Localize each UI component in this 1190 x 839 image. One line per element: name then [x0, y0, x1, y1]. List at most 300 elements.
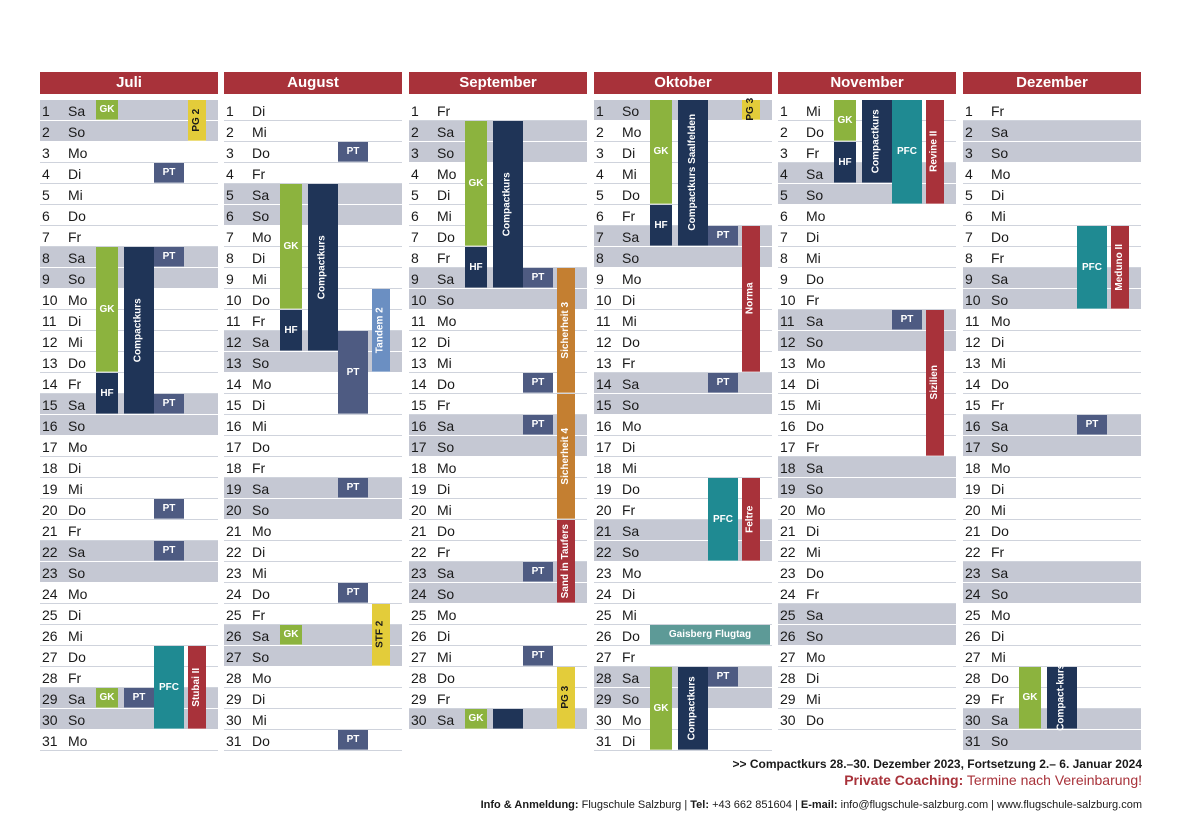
email-label: E-mail:	[800, 799, 838, 811]
event-block	[280, 625, 302, 645]
weekday: Di	[991, 481, 1005, 497]
event-block	[708, 373, 738, 393]
weekday: Mi	[622, 166, 637, 182]
day-number: 28	[42, 670, 58, 686]
day-rows	[594, 100, 772, 751]
month-header: Juli	[40, 72, 218, 94]
day-row	[778, 625, 956, 646]
day-number: 5	[226, 187, 234, 203]
day-number: 28	[411, 670, 427, 686]
weekday: Mi	[68, 628, 83, 644]
weekday: Mi	[68, 334, 83, 350]
day-number: 29	[965, 691, 981, 707]
day-number: 29	[596, 691, 612, 707]
month-september	[409, 72, 587, 751]
day-row	[409, 100, 587, 121]
day-row	[224, 457, 402, 478]
day-number: 19	[780, 481, 796, 497]
weekday: So	[252, 649, 270, 665]
event-label: Feltre	[744, 505, 756, 533]
day-number: 3	[965, 145, 973, 161]
day-number: 12	[965, 334, 981, 350]
day-row	[778, 268, 956, 289]
weekday: Mi	[252, 712, 267, 728]
day-number: 14	[596, 376, 612, 392]
day-row	[963, 394, 1141, 415]
day-number: 15	[226, 397, 242, 413]
event-block	[834, 142, 856, 183]
event-block	[708, 478, 738, 561]
day-number: 8	[226, 250, 234, 266]
day-number: 7	[226, 229, 234, 245]
weekday: Fr	[622, 208, 636, 224]
weekday: Di	[622, 292, 636, 308]
day-number: 21	[596, 523, 612, 539]
day-row	[224, 688, 402, 709]
day-number: 11	[411, 313, 426, 329]
day-row	[40, 541, 218, 562]
day-row	[224, 478, 402, 499]
weekday: Sa	[991, 271, 1009, 287]
day-row	[778, 583, 956, 604]
event-block	[124, 688, 154, 708]
day-number: 6	[780, 208, 788, 224]
weekday: So	[622, 544, 640, 560]
day-row	[40, 205, 218, 226]
day-row	[778, 562, 956, 583]
day-row	[963, 499, 1141, 520]
event-label: PT	[132, 692, 146, 703]
day-number: 10	[226, 292, 242, 308]
day-number: 14	[42, 376, 58, 392]
weekday: Sa	[68, 544, 86, 560]
day-row	[40, 184, 218, 205]
day-row	[963, 142, 1141, 163]
day-number: 29	[42, 691, 58, 707]
weekday: Do	[68, 502, 86, 518]
day-number: 28	[226, 670, 242, 686]
weekday: So	[68, 271, 86, 287]
day-number: 10	[596, 292, 612, 308]
event-label: PT	[162, 167, 176, 178]
weekday: Sa	[68, 103, 86, 119]
day-number: 16	[411, 418, 427, 434]
day-row	[594, 415, 772, 436]
event-label: Sicherheit 3	[559, 301, 571, 359]
event-label: Tandem 2	[374, 307, 386, 353]
day-number: 25	[965, 607, 981, 623]
weekday: Di	[991, 187, 1005, 203]
day-number: 3	[42, 145, 50, 161]
day-row	[409, 646, 587, 667]
day-row	[963, 520, 1141, 541]
day-row	[963, 457, 1141, 478]
day-number: 5	[780, 187, 788, 203]
day-number: 24	[780, 586, 796, 602]
event-block	[523, 373, 553, 393]
weekday: Fr	[68, 376, 82, 392]
weekday: Fr	[252, 460, 266, 476]
day-number: 14	[411, 376, 427, 392]
weekday: Fr	[252, 607, 266, 623]
day-row	[778, 289, 956, 310]
event-block	[280, 310, 302, 351]
day-number: 25	[411, 607, 427, 623]
month-dezember	[963, 72, 1141, 751]
day-row	[778, 226, 956, 247]
event-block	[708, 226, 738, 246]
event-label: GK	[653, 146, 669, 157]
day-number: 27	[42, 649, 58, 665]
weekday: Sa	[252, 334, 270, 350]
event-block	[372, 604, 390, 666]
day-number: 6	[226, 208, 234, 224]
day-number: 19	[411, 481, 427, 497]
weekday: Mo	[68, 733, 88, 749]
weekday: Di	[252, 103, 266, 119]
day-row	[40, 583, 218, 604]
day-number: 17	[226, 439, 242, 455]
day-row	[40, 415, 218, 436]
day-row	[963, 583, 1141, 604]
weekday: Mo	[252, 229, 272, 245]
event-label: Sizilien	[928, 365, 940, 400]
event-label: PT	[716, 671, 730, 682]
event-label: PT	[346, 146, 360, 157]
event-label: PT	[162, 251, 176, 262]
event-block	[154, 394, 184, 414]
day-row	[409, 625, 587, 646]
weekday: Sa	[991, 418, 1009, 434]
weekday: Do	[252, 439, 270, 455]
month-header: September	[409, 72, 587, 94]
day-number: 17	[596, 439, 612, 455]
day-row	[963, 373, 1141, 394]
weekday: So	[68, 565, 86, 581]
month-header: November	[778, 72, 956, 94]
day-number: 9	[226, 271, 234, 287]
day-number: 11	[780, 313, 795, 329]
event-label: PT	[346, 482, 360, 493]
weekday: Sa	[437, 712, 455, 728]
weekday: Mo	[806, 355, 826, 371]
event-label: PG 3	[559, 686, 571, 709]
weekday: Mi	[991, 208, 1006, 224]
event-block	[493, 121, 523, 288]
day-number: 24	[596, 586, 612, 602]
weekday: Do	[437, 229, 455, 245]
event-label: PT	[531, 419, 545, 430]
weekday: Di	[68, 166, 82, 182]
day-number: 23	[780, 565, 796, 581]
info-label: Info & Anmeldung:	[480, 799, 579, 811]
day-row	[963, 625, 1141, 646]
event-block	[1047, 663, 1077, 732]
weekday: Mo	[622, 565, 642, 581]
day-number: 2	[42, 124, 50, 140]
day-number: 12	[226, 334, 242, 350]
event-label: Norma	[744, 282, 756, 315]
weekday: Di	[252, 397, 266, 413]
event-block	[154, 163, 184, 183]
weekday: So	[437, 439, 455, 455]
day-number: 20	[965, 502, 981, 518]
day-number: 2	[596, 124, 604, 140]
event-block	[557, 268, 575, 393]
day-row	[963, 121, 1141, 142]
day-number: 26	[596, 628, 612, 644]
day-row	[963, 436, 1141, 457]
day-number: 12	[42, 334, 58, 350]
event-block	[834, 100, 856, 141]
day-number: 22	[226, 544, 242, 560]
day-row	[963, 100, 1141, 121]
weekday: Sa	[622, 523, 640, 539]
day-number: 15	[411, 397, 427, 413]
weekday: Mo	[437, 313, 457, 329]
weekday: Sa	[806, 166, 824, 182]
event-label: PT	[531, 272, 545, 283]
weekday: Di	[991, 628, 1005, 644]
weekday: Di	[68, 460, 82, 476]
day-number: 1	[411, 103, 419, 119]
weekday: Fr	[991, 103, 1005, 119]
day-number: 20	[411, 502, 427, 518]
weekday: Fr	[991, 691, 1005, 707]
event-label: PT	[162, 503, 176, 514]
weekday: Fr	[806, 145, 820, 161]
day-number: 2	[226, 124, 234, 140]
event-label: PT	[716, 377, 730, 388]
day-row	[594, 457, 772, 478]
weekday: Fr	[437, 103, 451, 119]
day-number: 24	[226, 586, 242, 602]
day-number: 2	[965, 124, 973, 140]
day-row	[963, 415, 1141, 436]
day-row	[963, 730, 1141, 751]
day-number: 24	[411, 586, 427, 602]
day-number: 4	[965, 166, 973, 182]
event-block	[557, 394, 575, 519]
day-number: 13	[42, 355, 58, 371]
day-number: 31	[42, 733, 58, 749]
event-label: HF	[654, 219, 668, 231]
day-number: 20	[226, 502, 242, 518]
event-label: PT	[346, 366, 360, 378]
month-oktober	[594, 72, 772, 751]
day-number: 12	[596, 334, 612, 350]
weekday: Do	[68, 355, 86, 371]
day-row	[778, 604, 956, 625]
day-number: 18	[965, 460, 981, 476]
day-row	[224, 730, 402, 751]
day-number: 22	[596, 544, 612, 560]
weekday: Mo	[437, 460, 457, 476]
day-number: 19	[226, 481, 242, 497]
day-number: 12	[411, 334, 427, 350]
day-row	[224, 520, 402, 541]
day-row	[594, 373, 772, 394]
coaching-text: Termine nach Vereinbarung!	[963, 772, 1142, 788]
day-number: 24	[42, 586, 58, 602]
weekday: Di	[622, 439, 636, 455]
weekday: Sa	[68, 397, 86, 413]
event-block	[1111, 226, 1129, 309]
weekday: Mi	[252, 565, 267, 581]
day-number: 11	[965, 313, 980, 329]
event-block	[280, 184, 302, 309]
day-number: 19	[965, 481, 981, 497]
weekday: Do	[437, 670, 455, 686]
day-row	[963, 184, 1141, 205]
day-row	[963, 604, 1141, 625]
weekday: So	[991, 145, 1009, 161]
event-label: PG 3	[744, 98, 756, 121]
weekday: Di	[622, 733, 636, 749]
weekday: Mi	[622, 313, 637, 329]
weekday: Do	[991, 670, 1009, 686]
event-block	[154, 499, 184, 519]
weekday: Fr	[991, 544, 1005, 560]
event-block	[1077, 226, 1107, 309]
day-number: 27	[596, 649, 612, 665]
weekday: Mo	[991, 607, 1011, 623]
day-number: 16	[596, 418, 612, 434]
event-label: Compactkurs	[316, 235, 328, 299]
event-label: Sand in Taufers	[559, 523, 571, 599]
day-number: 25	[596, 607, 612, 623]
day-number: 18	[226, 460, 242, 476]
weekday: Sa	[252, 187, 270, 203]
event-label: STF 2	[374, 620, 386, 649]
day-number: 21	[411, 523, 427, 539]
weekday: Mi	[806, 544, 821, 560]
weekday: Di	[806, 523, 820, 539]
day-number: 5	[411, 187, 419, 203]
event-label: PT	[716, 230, 730, 241]
weekday: Mo	[437, 166, 457, 182]
day-row	[224, 373, 402, 394]
weekday: Fr	[991, 397, 1005, 413]
weekday: Di	[68, 607, 82, 623]
weekday: So	[437, 586, 455, 602]
day-number: 28	[596, 670, 612, 686]
event-block	[650, 625, 770, 645]
day-rows	[963, 100, 1141, 751]
day-row	[963, 331, 1141, 352]
day-row	[224, 499, 402, 520]
event-block	[154, 646, 184, 729]
day-number: 8	[780, 250, 788, 266]
day-number: 27	[411, 649, 427, 665]
weekday: Mi	[437, 208, 452, 224]
weekday: Mo	[622, 124, 642, 140]
day-number: 14	[780, 376, 796, 392]
day-row	[40, 562, 218, 583]
day-row	[594, 646, 772, 667]
weekday: Mi	[68, 481, 83, 497]
day-number: 24	[965, 586, 981, 602]
event-block	[678, 667, 708, 750]
event-block	[154, 247, 184, 267]
day-number: 26	[42, 628, 58, 644]
coaching-label: Private Coaching:	[844, 772, 964, 788]
tel-label: Tel:	[690, 799, 710, 811]
day-row	[40, 457, 218, 478]
weekday: Mo	[622, 418, 642, 434]
event-block	[650, 100, 672, 204]
weekday: Mi	[437, 649, 452, 665]
day-number: 25	[780, 607, 796, 623]
day-row	[40, 730, 218, 751]
weekday: Mo	[68, 439, 88, 455]
event-block	[862, 100, 892, 183]
day-row	[594, 604, 772, 625]
day-number: 30	[42, 712, 58, 728]
event-block	[338, 730, 368, 750]
info-text: Flugschule Salzburg |	[578, 799, 691, 811]
day-number: 27	[226, 649, 242, 665]
day-number: 13	[780, 355, 796, 371]
weekday: Do	[437, 376, 455, 392]
day-number: 29	[780, 691, 796, 707]
private-coaching-note	[844, 772, 1142, 788]
day-row	[963, 541, 1141, 562]
day-number: 23	[42, 565, 58, 581]
event-block	[742, 478, 760, 561]
day-row	[40, 520, 218, 541]
day-number: 7	[596, 229, 604, 245]
month-juli	[40, 72, 218, 751]
event-block	[650, 667, 672, 750]
day-number: 4	[226, 166, 234, 182]
weekday: Fr	[437, 691, 451, 707]
day-number: 5	[965, 187, 973, 203]
weekday: Di	[991, 334, 1005, 350]
event-block	[523, 562, 553, 582]
day-row	[224, 583, 402, 604]
weekday: Mo	[68, 586, 88, 602]
event-label: PT	[531, 377, 545, 388]
day-number: 22	[42, 544, 58, 560]
event-label: PT	[531, 566, 545, 577]
event-label: PT	[1085, 419, 1099, 430]
weekday: So	[806, 628, 824, 644]
weekday: Mo	[437, 607, 457, 623]
weekday: Do	[252, 145, 270, 161]
day-row	[40, 436, 218, 457]
event-label: Gaisberg Flugtag	[668, 629, 752, 640]
day-number: 16	[42, 418, 58, 434]
day-number: 21	[965, 523, 981, 539]
day-number: 18	[780, 460, 796, 476]
weekday: Mo	[991, 313, 1011, 329]
day-row	[778, 205, 956, 226]
day-number: 17	[780, 439, 796, 455]
weekday: Do	[806, 565, 824, 581]
weekday: So	[806, 481, 824, 497]
day-number: 10	[965, 292, 981, 308]
weekday: Di	[806, 376, 820, 392]
day-row	[778, 646, 956, 667]
day-row	[40, 163, 218, 184]
event-label: HF	[838, 156, 852, 168]
event-label: Sicherheit 4	[559, 427, 571, 485]
event-block	[926, 100, 944, 204]
weekday: Do	[991, 523, 1009, 539]
event-block	[650, 205, 672, 246]
weekday: Do	[991, 376, 1009, 392]
